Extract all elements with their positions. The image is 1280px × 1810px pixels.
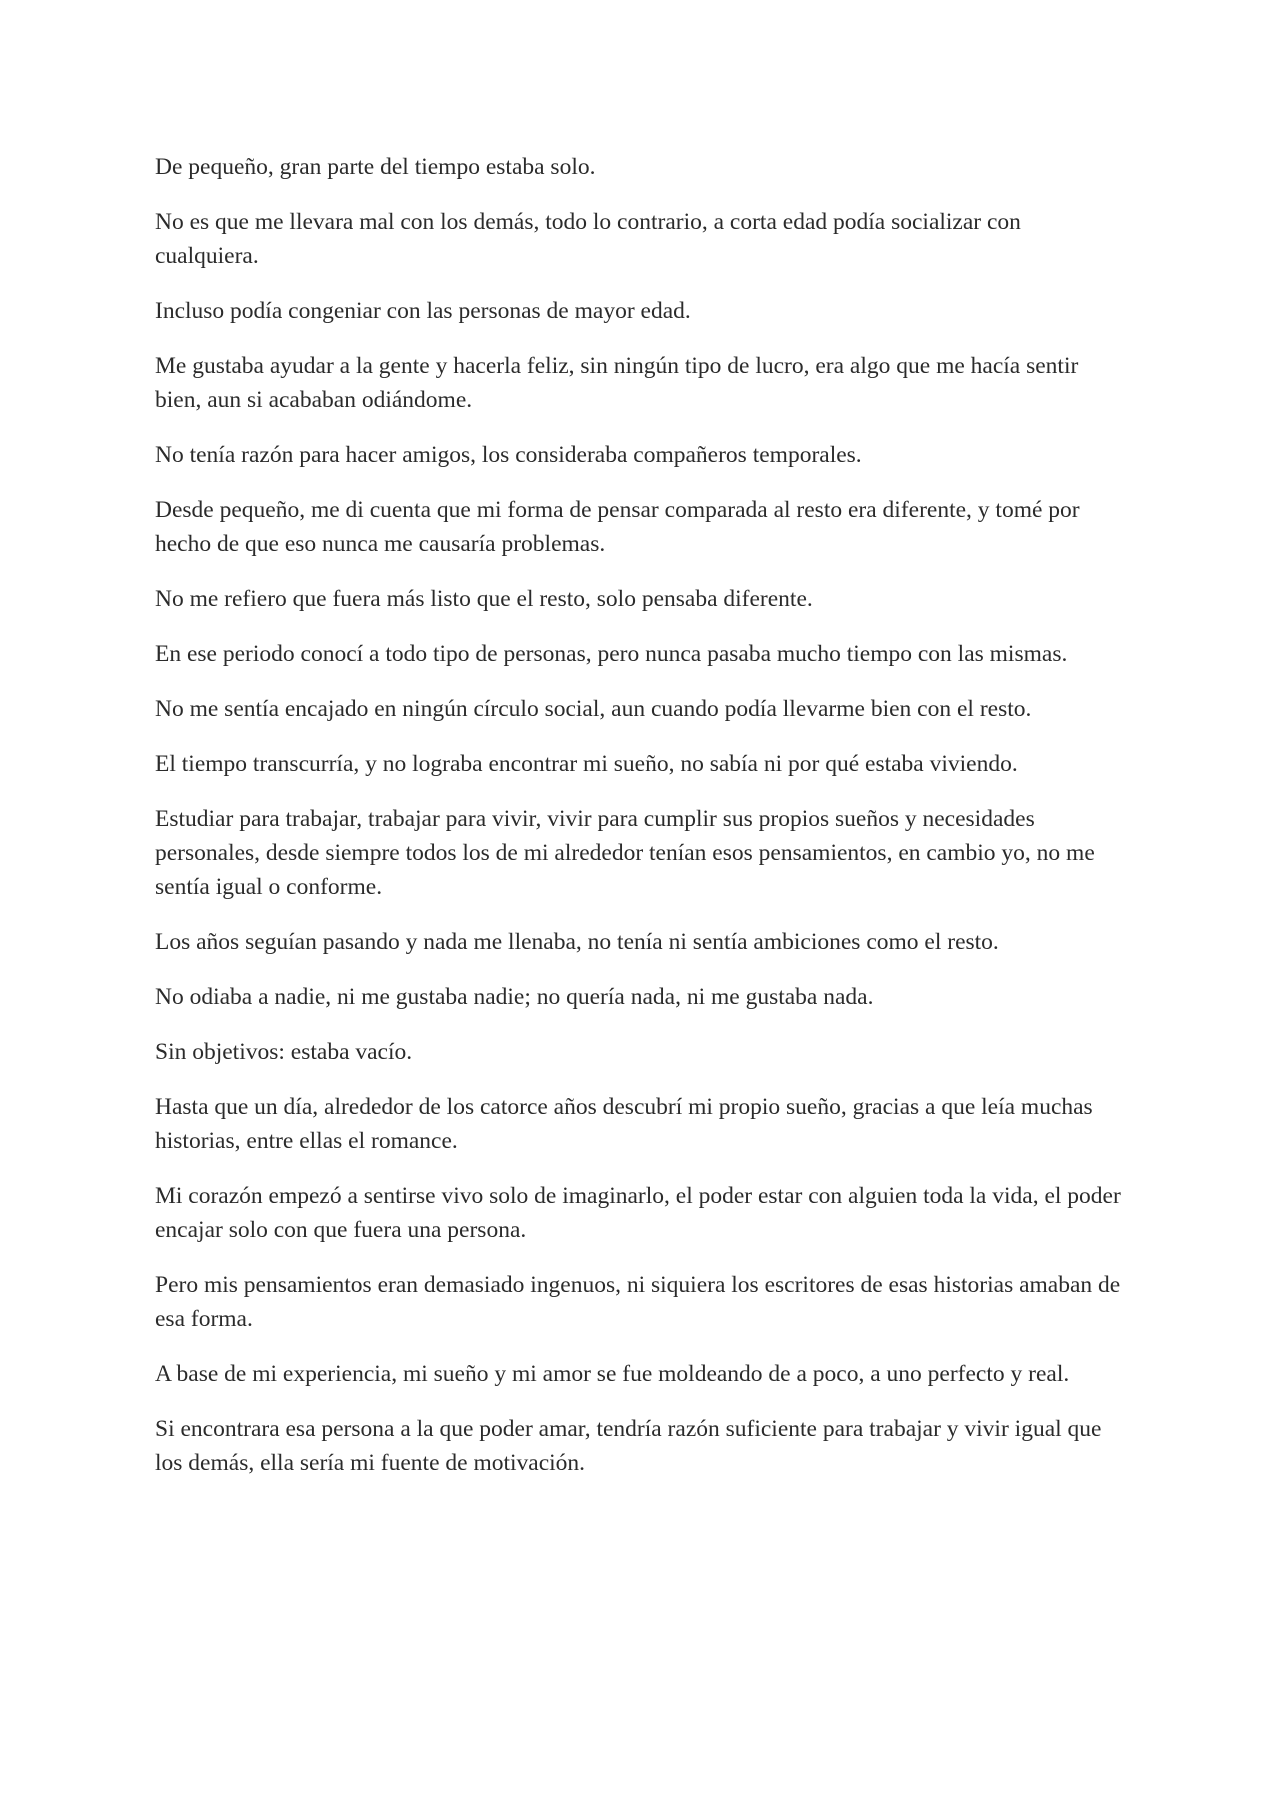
paragraph: De pequeño, gran parte del tiempo estaba solo. bbox=[155, 154, 596, 180]
paragraph: Me gustaba ayudar a la gente y hacerla feliz, sin ningún tipo de lucro, era algo que me hacía sentir bien, aun si acababan odiándome. bbox=[155, 353, 1079, 413]
document-body bbox=[155, 150, 1130, 1501]
paragraph: Los años seguían pasando y nada me llenaba, no tenía ni sentía ambiciones como el resto. bbox=[155, 929, 999, 955]
paragraph: No tenía razón para hacer amigos, los consideraba compañeros temporales. bbox=[155, 442, 862, 468]
paragraph: Si encontrara esa persona a la que poder amar, tendría razón suficiente para trabajar y vivir igual que los demás, ella sería mi fuente de motivación. bbox=[155, 1416, 1102, 1476]
paragraph: Estudiar para trabajar, trabajar para vivir, vivir para cumplir sus propios sueños y necesidades personales, desde siempre todos los de mi alrededor tenían esos pensamientos, en cambio yo, no me sentía igual o conforme. bbox=[155, 806, 1095, 900]
paragraph: Incluso podía congeniar con las personas de mayor edad. bbox=[155, 298, 691, 324]
paragraph: No es que me llevara mal con los demás, todo lo contrario, a corta edad podía socializar con cualquiera. bbox=[155, 209, 1021, 269]
paragraph: En ese periodo conocí a todo tipo de personas, pero nunca pasaba mucho tiempo con las mismas. bbox=[155, 641, 1068, 667]
paragraph: Pero mis pensamientos eran demasiado ingenuos, ni siquiera los escritores de esas historias amaban de esa forma. bbox=[155, 1272, 1121, 1332]
paragraph: Sin objetivos: estaba vacío. bbox=[155, 1039, 413, 1065]
paragraph: No odiaba a nadie, ni me gustaba nadie; no quería nada, ni me gustaba nada. bbox=[155, 984, 874, 1010]
paragraph: Hasta que un día, alrededor de los catorce años descubrí mi propio sueño, gracias a que leía muchas historias, entre ellas el romance. bbox=[155, 1094, 1093, 1154]
paragraph: A base de mi experiencia, mi sueño y mi amor se fue moldeando de a poco, a uno perfecto y real. bbox=[155, 1361, 1070, 1387]
paragraph: Mi corazón empezó a sentirse vivo solo de imaginarlo, el poder estar con alguien toda la vida, el poder encajar solo con que fuera una persona. bbox=[155, 1183, 1121, 1243]
paragraph: No me sentía encajado en ningún círculo social, aun cuando podía llevarme bien con el resto. bbox=[155, 696, 1032, 722]
paragraph: No me refiero que fuera más listo que el resto, solo pensaba diferente. bbox=[155, 586, 813, 612]
paragraph: El tiempo transcurría, y no lograba encontrar mi sueño, no sabía ni por qué estaba viviendo. bbox=[155, 751, 1018, 777]
paragraph: Desde pequeño, me di cuenta que mi forma de pensar comparada al resto era diferente, y tomé por hecho de que eso nunca me causaría problemas. bbox=[155, 497, 1080, 557]
